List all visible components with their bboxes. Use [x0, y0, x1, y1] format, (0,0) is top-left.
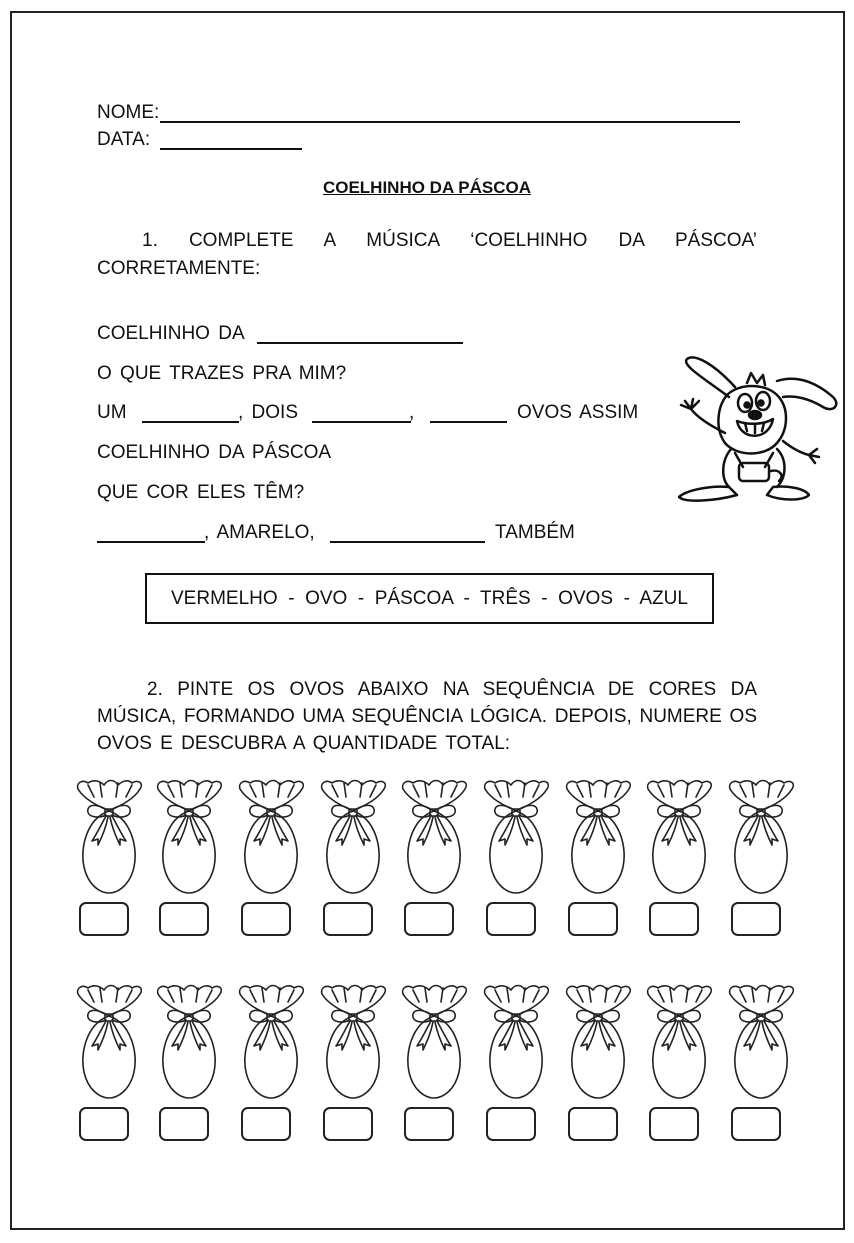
question2-line3: OVOS E DESCUBRA A QUANTIDADE TOTAL: [97, 733, 511, 754]
easter-egg-icon[interactable] [726, 980, 796, 1105]
page-title: COELHINHO DA PÁSCOA [322, 178, 532, 197]
question2-line1: 2. PINTE OS OVOS ABAIXO NA SEQUÊNCIA DE CORES DA [147, 679, 757, 700]
song-blank-1[interactable] [257, 342, 463, 344]
song-line-3-dois: , DOIS [238, 402, 299, 423]
song-line-6-amarelo: , AMARELO, [204, 522, 315, 543]
song-line-5: QUE COR ELES TÊM? [97, 482, 305, 503]
song-line-1: COELHINHO DA [97, 323, 245, 344]
egg-number-box[interactable] [649, 1107, 699, 1141]
easter-egg-icon[interactable] [399, 775, 469, 900]
song-line-3-comma: , [409, 402, 415, 423]
egg-number-box[interactable] [323, 1107, 373, 1141]
egg-number-box[interactable] [568, 902, 618, 936]
egg-number-box[interactable] [731, 902, 781, 936]
song-blank-5[interactable] [97, 541, 205, 543]
easter-egg-icon[interactable] [563, 980, 633, 1105]
song-line-6-tambem: TAMBÉM [495, 522, 575, 543]
easter-egg-icon[interactable] [74, 980, 144, 1105]
song-line-4: COELHINHO DA PÁSCOA [97, 442, 332, 463]
egg-number-box[interactable] [323, 902, 373, 936]
egg-number-box[interactable] [404, 902, 454, 936]
name-label: NOME: [97, 102, 160, 123]
egg-number-box[interactable] [568, 1107, 618, 1141]
egg-number-box[interactable] [79, 902, 129, 936]
name-field[interactable] [160, 121, 740, 123]
song-blank-6[interactable] [330, 541, 485, 543]
egg-number-box[interactable] [79, 1107, 129, 1141]
song-blank-3[interactable] [312, 421, 411, 423]
egg-number-box[interactable] [159, 902, 209, 936]
easter-egg-icon[interactable] [563, 775, 633, 900]
egg-number-box[interactable] [241, 1107, 291, 1141]
song-blank-4[interactable] [430, 421, 507, 423]
easter-egg-icon[interactable] [74, 775, 144, 900]
question2-line2: MÚSICA, FORMANDO UMA SEQUÊNCIA LÓGICA. DEPOIS, NUMERE OS [97, 706, 757, 727]
song-blank-2[interactable] [142, 421, 239, 423]
question1-line2: CORRETAMENTE: [97, 258, 261, 279]
easter-egg-icon[interactable] [399, 980, 469, 1105]
question1-line1: 1. COMPLETE A MÚSICA ‘COELHINHO DA PÁSCOA’ [142, 230, 757, 251]
easter-egg-icon[interactable] [236, 775, 306, 900]
egg-number-box[interactable] [486, 1107, 536, 1141]
easter-egg-icon[interactable] [236, 980, 306, 1105]
date-label: DATA: [97, 129, 151, 150]
egg-number-box[interactable] [731, 1107, 781, 1141]
date-field[interactable] [160, 148, 302, 150]
egg-number-box[interactable] [159, 1107, 209, 1141]
easter-egg-icon[interactable] [481, 980, 551, 1105]
egg-number-box[interactable] [486, 902, 536, 936]
song-line-2: O QUE TRAZES PRA MIM? [97, 363, 347, 384]
easter-egg-icon[interactable] [481, 775, 551, 900]
easter-egg-icon[interactable] [318, 775, 388, 900]
egg-number-box[interactable] [649, 902, 699, 936]
easter-egg-icon[interactable] [154, 775, 224, 900]
easter-egg-icon[interactable] [644, 980, 714, 1105]
word-bank [145, 573, 714, 624]
song-line-3-ovos: OVOS ASSIM [517, 402, 639, 423]
easter-bunny-icon [665, 345, 845, 510]
easter-egg-icon[interactable] [644, 775, 714, 900]
song-line-3-um: UM [97, 402, 127, 423]
easter-egg-icon[interactable] [318, 980, 388, 1105]
word-bank-text: VERMELHO - OVO - PÁSCOA - TRÊS - OVOS - AZUL [171, 587, 688, 609]
easter-egg-icon[interactable] [154, 980, 224, 1105]
easter-egg-icon[interactable] [726, 775, 796, 900]
egg-number-box[interactable] [241, 902, 291, 936]
egg-number-box[interactable] [404, 1107, 454, 1141]
